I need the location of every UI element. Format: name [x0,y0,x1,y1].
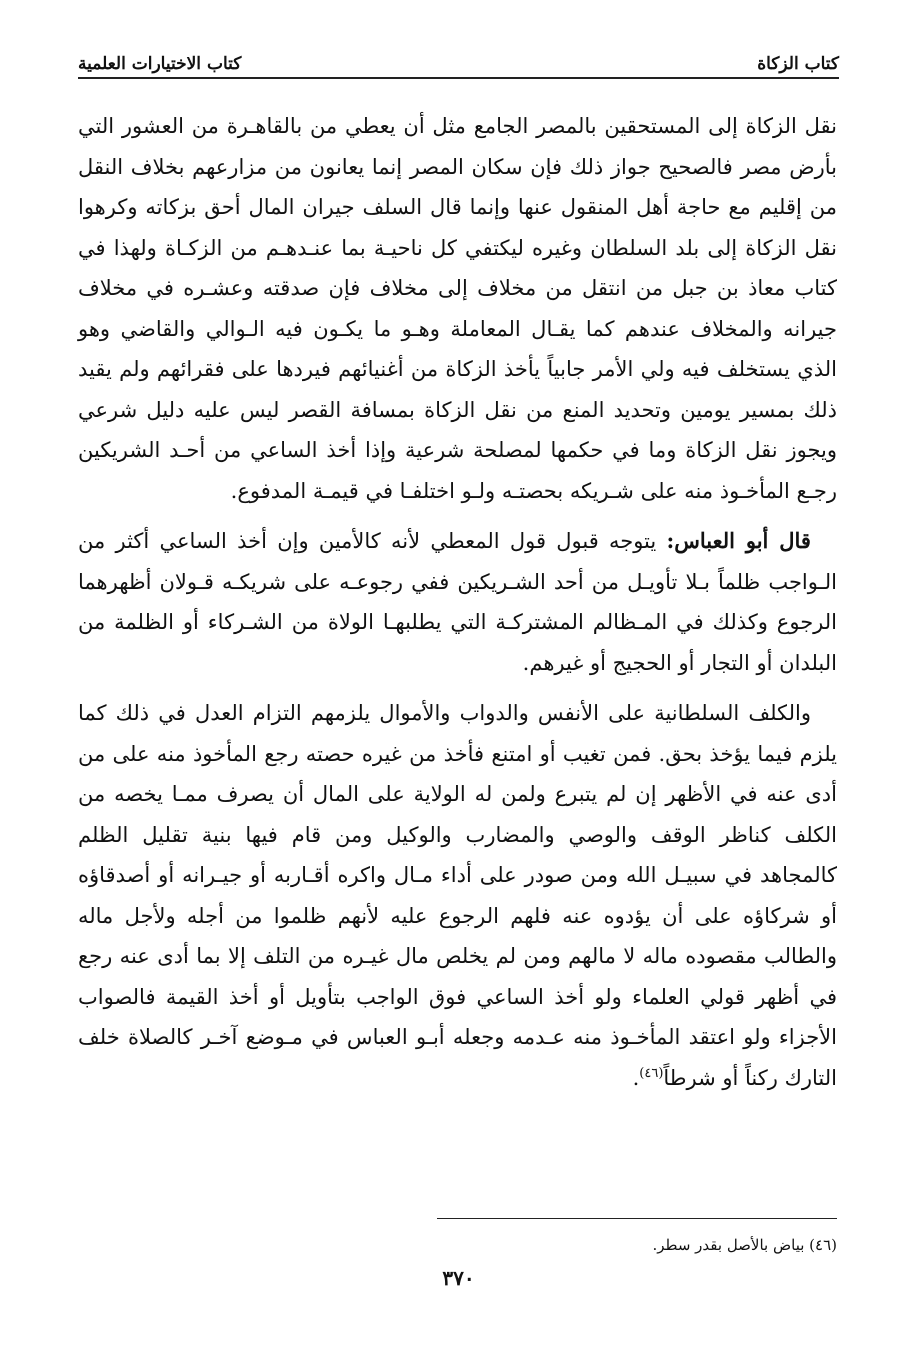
paragraph-3-end: . [632,1065,640,1090]
paragraph-3-text: والكلف السلطانية على الأنفس والدواب والأموال يلزمهم التزام العدل في ذلك كما يلزم فيما يؤخذ بحق. فمن تغيب أو امتنع فأخذ من غيره حصته رجع المأخوذ منه على من أدى عنه في الأظهر إن لم يتبرع ولمن له الولاية على المال أن يصرف ممـا يخصه من الكلف كناظر الوقف والوصي والمضارب والوكيل ومن قام فيها بنية تقليل الظلم كالمجاهد في سبيـل الله ومن صودر على أداء مـال واكره أقـاربه أو جيـرانه أو أصدقاؤه أو شركاؤه على أن يؤدوه عنه فلهم الرجوع عليه لأنهم ظلموا من أجله ولأجل ماله والطالب مقصوده ماله لا مالهم ومن لم يخلص مال غيـره من التلف إلا بما أدى عنه رجع في أظهر قولي العلماء ولو أخذ الساعي فوق الواجب بتأويل أو أخذ القيمة فالصواب الأجزاء ولو اعتقد المأخـوذ منه عـدمه وجعله أبـو العباس في مـوضع آخـر كالصلاة خلف التارك ركناً أو شرطاً [78,701,837,1090]
header-book-title: كتاب الاختيارات العلمية [78,54,242,74]
page-number: ٣٧٠ [442,1266,475,1290]
paragraph-2 [78,521,837,683]
footnote-divider [437,1218,837,1219]
paragraph-3 [78,693,837,1098]
paragraph-1: نقل الزكاة إلى المستحقين بالمصر الجامع مثل أن يعطي من بالقاهـرة من العشور التي بأرض مصر فالصحيح جواز ذلك فإن سكان المصر إنما يعانون من مزارعهم بخلاف النقل من إقليم مع حاجة أهل المنقول عنها وإنما قال السلف جيران المال أحق بزكاته وكرهوا نقل الزكاة إلى بلد السلطان وغيره ليكتفي كل ناحيـة بما عنـدهـم من الزكـاة ولهذا في كتاب معاذ بن جبل من انتقل من مخلاف إلى مخلاف فإن صدقته وعشـره في مخلاف جيرانه والمخلاف عندهم كما يقـال المعاملة وهـو ما يكـون فيه الـوالي والقاضي وهو الذي يستخلف فيه ولي الأمر جابياً يأخذ الزكاة من أغنيائهم فيردها على فقرائهم ولم يقيد ذلك بمسير يومين وتحديد المنع من نقل الزكاة بمسافة القصر ليس عليه دليل شرعي ويجوز نقل الزكاة وما في حكمها لمصلحة شرعية وإذا أخذ الساعي من أحـد الشريكين رجـع المأخـوذ منه على شـريكه بحصتـه ولـو اختلفـا في قيمـة المدفوع. [78,114,838,503]
running-header [78,40,839,74]
footnote: (٤٦) بياض بالأصل بقدر سطر. [652,1236,837,1254]
main-text [78,106,837,1108]
paragraph-2-text: يتوجه قبول قول المعطي لأنه كالأمين وإن أخذ الساعي أكثر من الـواجب ظلماً بـلا تأويـل من أحد الشـريكين ففي رجوعـه على شريكـه قـولان أظهرهما الرجوع وكذلك في المـظالم المشتركـة التي يطلبهـا الولاة من الشـركاء أو الظلمة من البلدان أو التجار أو الحجيج أو غيرهم. [78,529,837,675]
header-divider [78,77,839,79]
speaker-label: قال أبو العباس: [666,528,811,553]
header-chapter-title: كتاب الزكاة [757,54,839,74]
footnote-reference: (٤٦) [639,1065,664,1081]
